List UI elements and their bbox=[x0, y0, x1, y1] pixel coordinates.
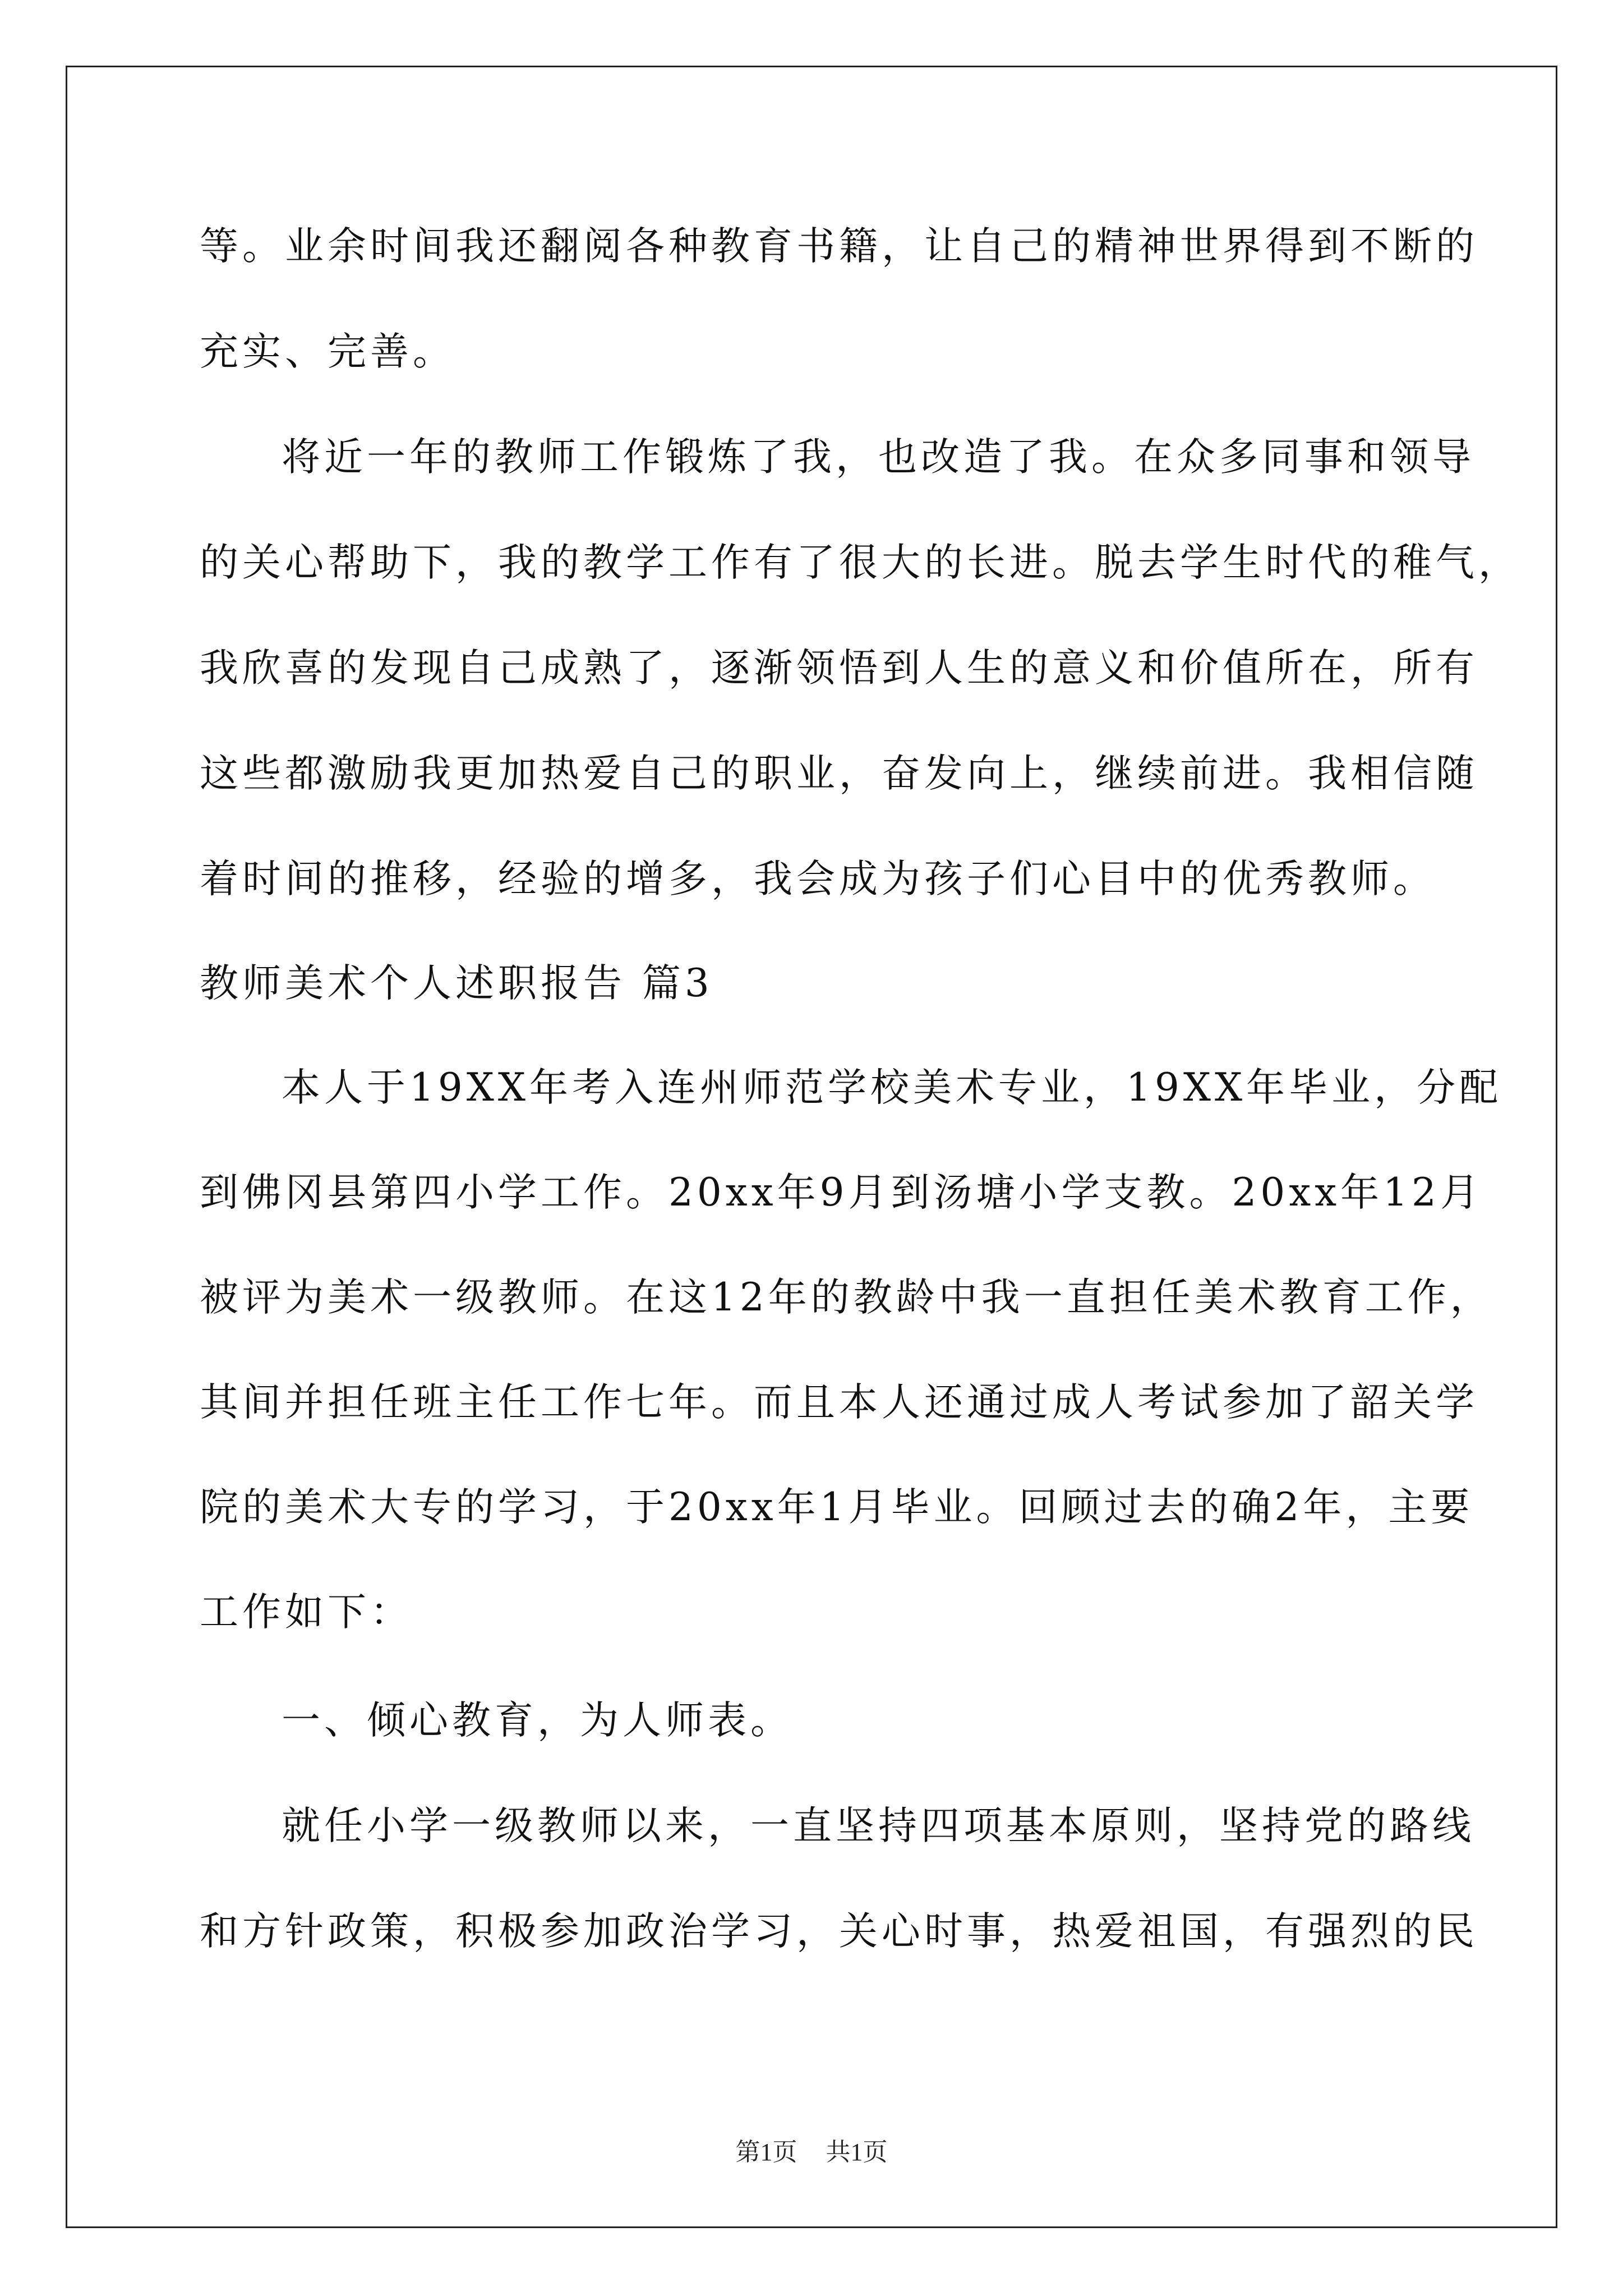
text-line: 其间并担任班主任工作七年。而且本人还通过成人考试参加了韶关学 bbox=[200, 1380, 1478, 1425]
section-heading: 教师美术个人述职报告 篇3 bbox=[200, 961, 713, 1006]
text-line: 的关心帮助下，我的教学工作有了很大的长进。脱去学生时代的稚气， bbox=[200, 540, 1521, 585]
text-line: 这些都激励我更加热爱自己的职业，奋发向上，继续前进。我相信随 bbox=[200, 751, 1478, 796]
page-footer: 第1页 共1页 bbox=[735, 2138, 888, 2166]
text-line: 院的美术大专的学习，于20xx年1月毕业。回顾过去的确2年，主要 bbox=[200, 1485, 1474, 1530]
subheading-line: 一、倾心教育，为人师表。 bbox=[282, 1698, 793, 1743]
page-border bbox=[66, 66, 1557, 2228]
paragraph-start-line: 本人于19XX年考入连州师范学校美术专业，19XX年毕业，分配 bbox=[282, 1065, 1502, 1110]
text-line: 我欣喜的发现自己成熟了，逐渐领悟到人生的意义和价值所在，所有 bbox=[200, 646, 1478, 691]
text-line: 着时间的推移，经验的增多，我会成为孩子们心目中的优秀教师。 bbox=[200, 857, 1436, 901]
text-line: 工作如下： bbox=[200, 1590, 413, 1635]
text-line: 充实、完善。 bbox=[200, 329, 455, 374]
text-line: 等。业余时间我还翻阅各种教育书籍，让自己的精神世界得到不断的 bbox=[200, 224, 1478, 269]
paragraph-start-line: 就任小学一级教师以来，一直坚持四项基本原则，坚持党的路线 bbox=[282, 1803, 1475, 1848]
text-line: 被评为美术一级教师。在这12年的教龄中我一直担任美术教育工作， bbox=[200, 1275, 1493, 1320]
paragraph-start-line: 将近一年的教师工作锻炼了我，也改造了我。在众多同事和领导 bbox=[282, 435, 1475, 480]
text-line: 和方针政策，积极参加政治学习，关心时事，热爱祖国，有强烈的民 bbox=[200, 1909, 1478, 1954]
text-line: 到佛冈县第四小学工作。20xx年9月到汤塘小学支教。20xx年12月 bbox=[200, 1170, 1483, 1215]
